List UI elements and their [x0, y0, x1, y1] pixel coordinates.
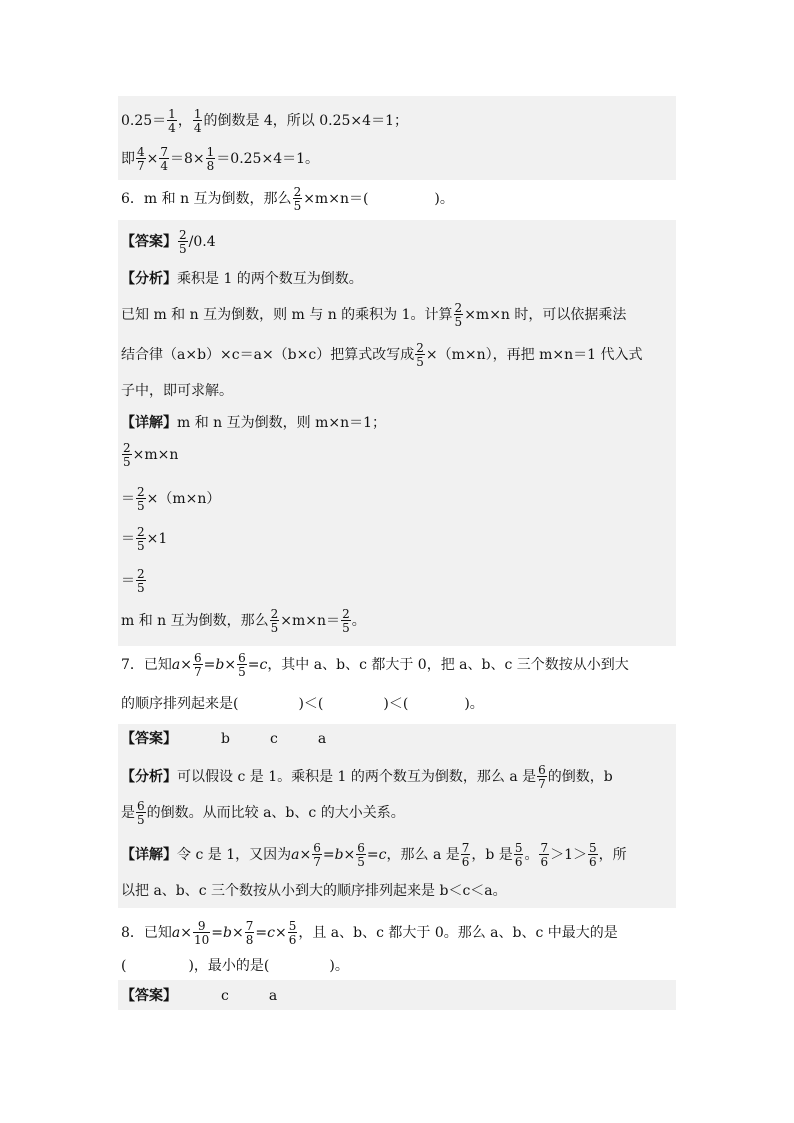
analysis-7: 【分析】可以假设 c 是 1。乘积是 1 的两个数互为倒数，那么 a 是 $\frac{6}{7}$ 的倒数，b	[121, 763, 613, 791]
step-3: ＝ $\frac{2}{5}$ ×1	[121, 525, 168, 553]
question-8: 8．已知a× $\frac{9}{10}$ =b× $\frac{7}{8}$ =c× $\frac{5}{6}$ ，且 a、b、c 都大于 0。那么 a、b、c 中最大的是	[121, 919, 618, 947]
fraction: $\frac{2}{5}$	[293, 185, 302, 213]
analysis-6: 【分析】乘积是 1 的两个数互为倒数。	[121, 271, 363, 287]
step-5: m 和 n 互为倒数，那么 $\frac{2}{5}$ ×m×n＝ $\frac{2}{5}$ 。	[121, 607, 366, 635]
question-8-line: ( )，最小的是( )。	[121, 958, 349, 974]
fraction: $\frac{2}{5}$	[137, 567, 145, 595]
step-1: $\frac{2}{5}$ ×m×n	[123, 441, 179, 469]
fraction: $\frac{6}{7}$	[313, 841, 321, 869]
fraction: $\frac{7}{6}$	[461, 841, 470, 869]
analysis-6-line: 子中，即可求解。	[121, 383, 233, 399]
detail-7-line: 以把 a、b、c 三个数按从小到大的顺序排列起来是 b＜c＜a。	[121, 883, 507, 899]
fraction: $\frac{5}{6}$	[589, 841, 597, 869]
fraction: $\frac{2}{5}$	[270, 607, 279, 635]
fraction: $\frac{2}{5}$	[137, 525, 145, 553]
fraction: $\frac{2}{5}$	[454, 301, 463, 329]
analysis-6-line: 已知 m 和 n 互为倒数，则 m 与 n 的乘积为 1。计算 $\frac{2}{5}$ ×m×n 时，可以依据乘法	[121, 301, 627, 329]
fraction: $\frac{2}{5}$	[416, 341, 424, 369]
fraction: $\frac{4}{7}$	[137, 145, 145, 173]
fraction: $\frac{2}{5}$	[179, 228, 187, 256]
fraction: $\frac{5}{6}$	[288, 919, 297, 947]
analysis-7-line: 是 $\frac{6}{5}$ 的倒数。从而比较 a、b、c 的大小关系。	[121, 799, 405, 827]
step-2: ＝ $\frac{2}{5}$ ×（m×n）	[121, 485, 221, 513]
fraction: $\frac{6}{5}$	[238, 651, 246, 679]
fraction: $\frac{2}{5}$	[137, 485, 145, 513]
fraction: $\frac{7}{6}$	[540, 841, 549, 869]
fraction: $\frac{5}{6}$	[514, 841, 523, 869]
fraction: $\frac{6}{5}$	[137, 799, 145, 827]
fraction: $\frac{1}{4}$	[193, 107, 202, 135]
fraction: $\frac{2}{5}$	[342, 607, 350, 635]
question-7: 7．已知a× $\frac{6}{7}$ =b× $\frac{6}{5}$ =c，其中 a、b、c 都大于 0，把 a、b、c 三个数按从小到大	[121, 651, 629, 679]
fraction: $\frac{1}{8}$	[206, 145, 215, 173]
fraction: $\frac{6}{5}$	[357, 841, 365, 869]
question-6: 6．m 和 n 互为倒数，那么 $\frac{2}{5}$ ×m×n＝( )。	[121, 185, 454, 213]
answer-7: 【答案】 b c a	[121, 731, 327, 747]
detail-7: 【详解】令 c 是 1，又因为a× $\frac{6}{7}$ =b× $\frac{6}{5}$ =c，那么 a 是 $\frac{7}{6}$ ，b 是 $\frac{5}{6}$ 。 $\frac{7}{6}$ ＞1＞ $\frac{5}{6}$ ，所	[121, 841, 627, 869]
fraction: $\frac{7}{4}$	[160, 145, 169, 173]
fraction: $\frac{1}{4}$	[168, 107, 176, 135]
fraction: $\frac{2}{5}$	[123, 441, 131, 469]
fraction: $\frac{6}{7}$	[538, 763, 546, 791]
answer-6: 【答案】 $\frac{2}{5}$ /0.4	[121, 228, 216, 256]
solution-line: 即 $\frac{4}{7}$ × $\frac{7}{4}$ ＝8× $\frac{1}{8}$ ＝0.25×4＝1。	[121, 145, 320, 173]
step-4: ＝ $\frac{2}{5}$	[121, 567, 145, 595]
fraction: $\frac{9}{10}$	[194, 919, 210, 947]
detail-6: 【详解】m 和 n 互为倒数，则 m×n＝1；	[121, 415, 387, 431]
question-7-line: 的顺序排列起来是( )＜( )＜( )。	[121, 696, 484, 712]
solution-line: 0.25＝ $\frac{1}{4}$ ， $\frac{1}{4}$ 的倒数是 4，所以 0.25×4＝1；	[121, 107, 408, 135]
answer-8: 【答案】 c a	[121, 988, 278, 1004]
analysis-6-line: 结合律（a×b）×c＝a×（b×c）把算式改写成 $\frac{2}{5}$ ×（m×n），再把 m×n＝1 代入式	[121, 341, 643, 369]
fraction: $\frac{7}{8}$	[245, 919, 254, 947]
fraction: $\frac{6}{7}$	[194, 651, 202, 679]
